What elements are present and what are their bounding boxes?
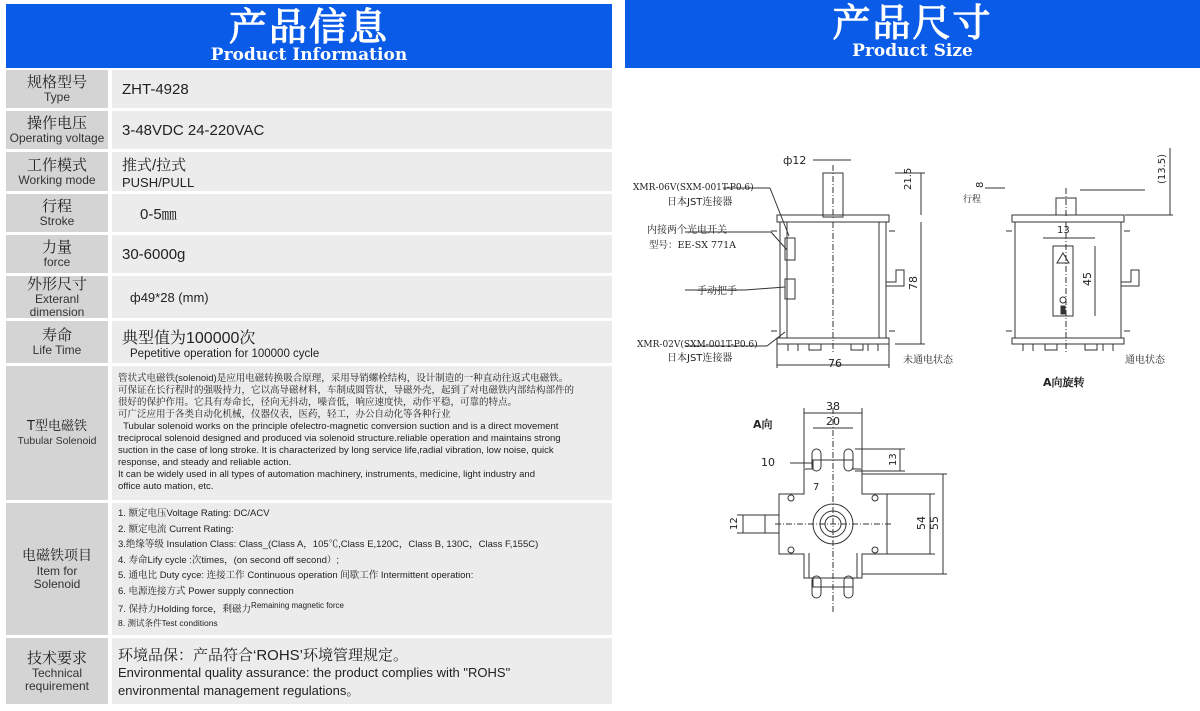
switch-label: 内接两个光电开关 [647, 225, 727, 236]
handle-label: 手动把手 [697, 286, 737, 297]
dim-12: 12 [729, 517, 740, 530]
stroke-label: 行程 [963, 195, 982, 205]
dim-13: 13 [1057, 225, 1070, 236]
spec-row-stroke [6, 194, 612, 232]
rotate-label: A向旋转 [1043, 376, 1085, 389]
switch-model: 型号：EE-SX 771A [649, 240, 737, 251]
dim-76: 76 [828, 357, 842, 370]
dim-8: 8 [975, 181, 986, 188]
spec-value: 推式/拉式 PUSH/PULL [112, 152, 612, 191]
spec-value: ZHT-4928 [112, 70, 612, 108]
spec-row-voltage [6, 111, 612, 149]
spec-value: 0-5㎜ [112, 194, 612, 232]
spec-label: 规格型号 Type [6, 70, 112, 108]
connector-bottom-cn: 日本JST连接器 [667, 353, 733, 364]
product-info-title-cn: 产品信息 [228, 5, 389, 49]
dim-38: 38 [826, 400, 840, 413]
dim-10: 10 [761, 456, 775, 469]
dim-45: 45 [1081, 272, 1094, 286]
spec-value-items: 1. 额定电压Voltage Rating: DC/ACV 2. 额定电流 Current Rating: 3.绝缘等级 Insulation Class: Class_(Class A，105℃,Class E,120C，Class B, 130C，Class F,155C) 4. 寿命Lify cycle :次times，(on second off second）; 5. 通电比 Duty cyce: 连接工作 Continuous operation 间歇工作 Intermittent operation: 6. 电源连接方式 Power supply connection 7. 保持力Holding force，剩磁力$^{Remaining magnetic force}$ 8. 测试条件Test conditions [112, 503, 612, 635]
spec-label: 力量 force [6, 235, 112, 273]
dim-55: 55 [928, 516, 941, 530]
dim-21-5: 21.5 [903, 167, 914, 190]
drawing-svg [625, 68, 1200, 711]
connector-top-cn: 日本JST连接器 [667, 197, 733, 208]
spec-label: 操作电压 Operating voltage [6, 111, 112, 149]
state-on: 通电状态 [1125, 355, 1165, 366]
dim-13b: 13 [888, 453, 899, 466]
product-info-title-en: Product Information [210, 45, 408, 65]
state-off: 未通电状态 [903, 355, 953, 366]
spec-value: 典型值为100000次 Pepetitive operation for 100000 cycle [112, 321, 612, 363]
dim-13-5: (13.5) [1157, 153, 1168, 184]
spec-row-items [6, 503, 612, 635]
connector-bottom-label: XMR-02V(SXM-001T-P0.6) [637, 340, 758, 350]
spec-label: 技术要求 Technical requirement [6, 638, 112, 704]
spec-label: 工作模式 Working mode [6, 152, 112, 191]
product-size-title-en: Product Size [852, 41, 973, 61]
spec-row-mode [6, 152, 612, 191]
product-size-banner [625, 0, 1200, 68]
spec-label: T型电磁铁 Tubular Solenoid [6, 366, 112, 500]
spec-value: 3-48VDC 24-220VAC [112, 111, 612, 149]
dim-20: 20 [826, 415, 840, 428]
spec-value-tubular: 管状式电磁铁(solenoid)是应用电磁转换吸合原理，采用导销螺栓结构，设计制造的一种直动往返式电磁铁。 可保证在长行程时的强吸持力，它以高导磁材料，车制成圆管状，导磁外壳，起到了对电磁铁内部结构部件的 很好的保护作用。它具有寿命长，径向无抖动，噪音低，响应速度快，动作平稳，可靠的特点。 可广泛应用于各类自动化机械，仪器仪表，医药，轻工，办公自动化等各种行业 Tubular solenoid works on the principle ofelectro-magnetic conversion suction and is a direct movement treciprocal solenoid designed and produced via solenoid structure.reliable operation and maintains strong suction in the case of long stroke. It is characterized by long service life,radial vibration, low noise, quick response, and steady and reliable action. It can be widely used in all types of automation machinery, instruments, medicine, light industry and office auto mation, etc. [112, 366, 612, 500]
spec-row-life [6, 321, 612, 363]
product-info-banner [6, 4, 612, 68]
spec-row-size [6, 276, 612, 318]
view-a-label: A向 [753, 418, 773, 431]
spec-label: 行程 Stroke [6, 194, 112, 232]
dim-dia12: ф12 [783, 154, 807, 167]
product-size-title-cn: 产品尺寸 [832, 1, 993, 45]
connector-top-label: XMR-06V(SXM-001T-P0.6) [633, 183, 754, 193]
dim-54: 54 [915, 516, 928, 530]
spec-label: 电磁铁项目 Item for Solenoid [6, 503, 112, 635]
spec-value: 30-6000g [112, 235, 612, 273]
spec-row-tech [6, 638, 612, 704]
spec-label: 寿命 Life Time [6, 321, 112, 363]
dim-78: 78 [907, 276, 920, 290]
technical-drawing [625, 68, 1200, 711]
spec-value: ф49*28 (mm) [112, 276, 612, 318]
spec-value: 环境品保：产品符合‘ROHS’环境管理规定。 Environmental quality assurance: the product complies with "ROHS" environmental management regulations。 [112, 638, 612, 704]
spec-label: 外形尺寸 Exteranl dimension [6, 276, 112, 318]
spec-row-type [6, 70, 612, 108]
spec-row-tubular [6, 366, 612, 500]
spec-row-force [6, 235, 612, 273]
dim-7: 7 [813, 482, 820, 493]
